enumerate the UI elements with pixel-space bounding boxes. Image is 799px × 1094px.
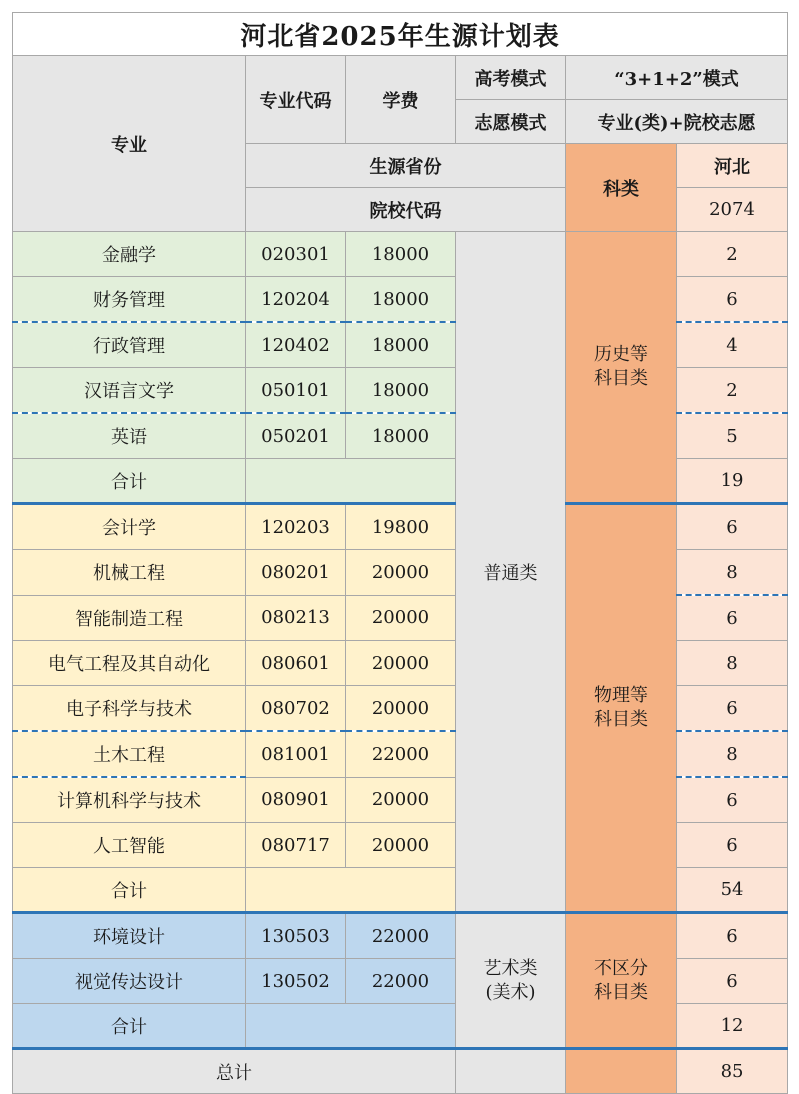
subject-group-history xyxy=(566,232,677,504)
plan-count: 6 xyxy=(677,595,788,641)
major-code: 120402 xyxy=(246,322,346,368)
major-name: 电气工程及其自动化 xyxy=(13,641,246,686)
major-name: 英语 xyxy=(13,413,246,459)
tuition-value: 18000 xyxy=(346,322,456,368)
major-code: 080201 xyxy=(246,550,346,596)
tuition-value: 20000 xyxy=(346,641,456,686)
school-code-label: 院校代码 xyxy=(246,188,566,232)
subtotal-blank xyxy=(246,459,456,504)
plan-count: 6 xyxy=(677,277,788,323)
tuition-value: 18000 xyxy=(346,277,456,323)
subject-group-physics-label: 物理等 科目类 xyxy=(594,685,648,730)
major-code: 130503 xyxy=(246,913,346,959)
subtotal-count: 19 xyxy=(677,459,788,504)
page-title: 河北省2025年生源计划表 xyxy=(13,13,788,56)
tuition-value: 22000 xyxy=(346,731,456,777)
major-name: 汉语言文学 xyxy=(13,368,246,414)
grand-total-orange xyxy=(566,1049,677,1094)
major-code: 080717 xyxy=(246,823,346,868)
enrollment-plan-table xyxy=(12,12,788,1094)
category-art-label: 艺术类 (美术) xyxy=(483,957,538,1003)
plan-count: 6 xyxy=(677,823,788,868)
subtotal-label: 合计 xyxy=(13,459,246,504)
plan-count: 6 xyxy=(677,504,788,550)
plan-count: 8 xyxy=(677,641,788,686)
exam-mode-label: 高考模式 xyxy=(456,56,566,100)
major-code: 080213 xyxy=(246,595,346,641)
subject-category-header: 科类 xyxy=(566,144,677,232)
tuition-value: 22000 xyxy=(346,913,456,959)
volunteer-mode-value: 专业(类)+院校志愿 xyxy=(566,100,788,144)
major-code: 020301 xyxy=(246,232,346,277)
major-code: 120203 xyxy=(246,504,346,550)
subtotal-blank xyxy=(246,868,456,913)
major-code: 080601 xyxy=(246,641,346,686)
major-name: 土木工程 xyxy=(13,731,246,777)
major-name: 会计学 xyxy=(13,504,246,550)
category-general: 普通类 xyxy=(456,232,566,913)
grand-total-count: 85 xyxy=(677,1049,788,1094)
volunteer-mode-label: 志愿模式 xyxy=(456,100,566,144)
major-name: 环境设计 xyxy=(13,913,246,959)
subtotal-label: 合计 xyxy=(13,1004,246,1049)
major-name: 计算机科学与技术 xyxy=(13,777,246,823)
plan-count: 2 xyxy=(677,232,788,277)
exam-mode-value: “3+1+2”模式 xyxy=(566,56,788,100)
subtotal-label: 合计 xyxy=(13,868,246,913)
major-name: 人工智能 xyxy=(13,823,246,868)
plan-count: 2 xyxy=(677,368,788,414)
major-name: 财务管理 xyxy=(13,277,246,323)
subtotal-count: 54 xyxy=(677,868,788,913)
major-code: 130502 xyxy=(246,959,346,1004)
tuition-value: 19800 xyxy=(346,504,456,550)
tuition-value: 22000 xyxy=(346,959,456,1004)
province-label: 生源省份 xyxy=(246,144,566,188)
major-code-header: 专业代码 xyxy=(246,56,346,144)
major-name: 智能制造工程 xyxy=(13,595,246,641)
tuition-value: 20000 xyxy=(346,823,456,868)
major-name: 金融学 xyxy=(13,232,246,277)
plan-count: 6 xyxy=(677,913,788,959)
tuition-value: 20000 xyxy=(346,595,456,641)
major-name: 电子科学与技术 xyxy=(13,686,246,732)
tuition-value: 18000 xyxy=(346,368,456,414)
tuition-value: 20000 xyxy=(346,777,456,823)
category-art xyxy=(456,913,566,1049)
school-code-value: 2074 xyxy=(677,188,788,232)
tuition-value: 20000 xyxy=(346,686,456,732)
plan-count: 6 xyxy=(677,777,788,823)
tuition-header: 学费 xyxy=(346,56,456,144)
grand-total-label: 总计 xyxy=(13,1049,456,1094)
major-name: 视觉传达设计 xyxy=(13,959,246,1004)
subject-group-none-label: 不区分 科目类 xyxy=(594,957,648,1003)
plan-count: 8 xyxy=(677,731,788,777)
subject-group-physics xyxy=(566,504,677,913)
major-header: 专业 xyxy=(13,56,246,232)
major-code: 120204 xyxy=(246,277,346,323)
tuition-value: 18000 xyxy=(346,232,456,277)
subtotal-count: 12 xyxy=(677,1004,788,1049)
major-name: 行政管理 xyxy=(13,322,246,368)
plan-count: 8 xyxy=(677,550,788,596)
plan-count: 5 xyxy=(677,413,788,459)
major-code: 050101 xyxy=(246,368,346,414)
plan-count: 6 xyxy=(677,686,788,732)
major-code: 081001 xyxy=(246,731,346,777)
subtotal-blank xyxy=(246,1004,456,1049)
plan-count: 4 xyxy=(677,322,788,368)
major-code: 050201 xyxy=(246,413,346,459)
grand-total-blank xyxy=(456,1049,566,1094)
major-code: 080702 xyxy=(246,686,346,732)
province-value: 河北 xyxy=(677,144,788,188)
subject-group-none xyxy=(566,913,677,1049)
tuition-value: 20000 xyxy=(346,550,456,596)
subject-group-history-label: 历史等 科目类 xyxy=(594,344,648,389)
plan-count: 6 xyxy=(677,959,788,1004)
tuition-value: 18000 xyxy=(346,413,456,459)
major-code: 080901 xyxy=(246,777,346,823)
major-name: 机械工程 xyxy=(13,550,246,596)
